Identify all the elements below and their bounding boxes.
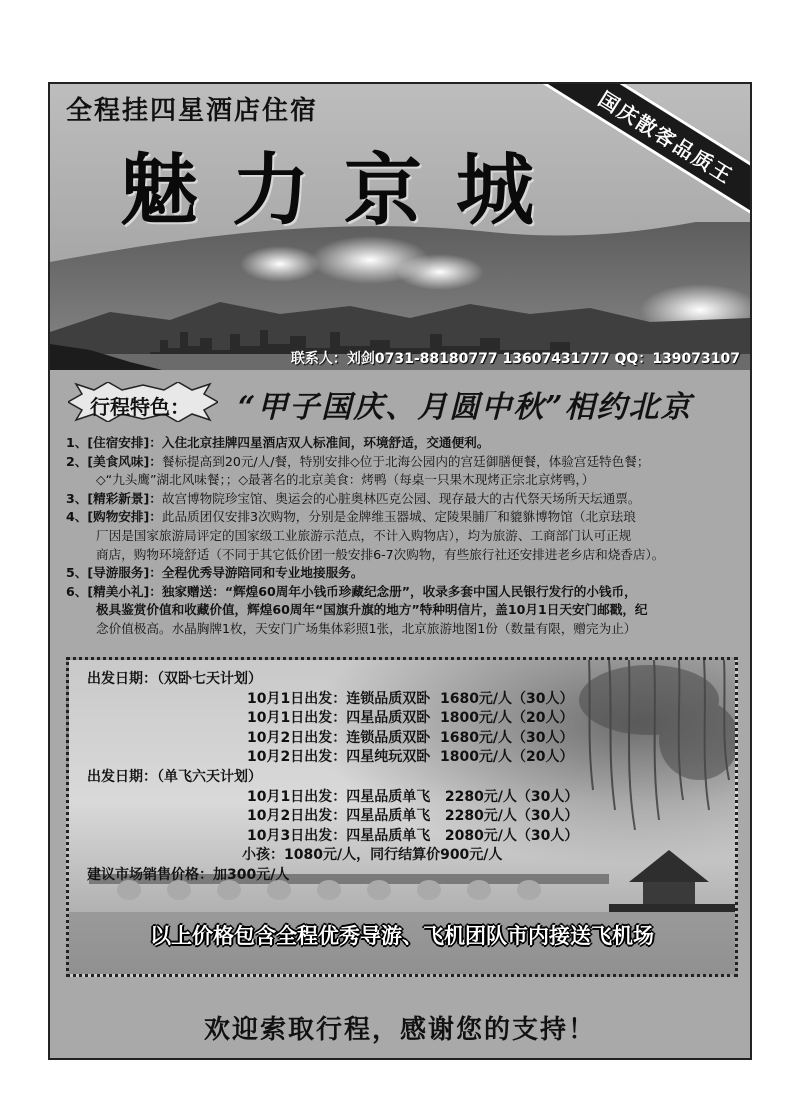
contact-info: 联系人：刘剑0731-88180777 13607431777 QQ：139073107 (290, 351, 740, 367)
item-tag: [精美小礼]： (87, 583, 162, 599)
plan-2-row: 10月2日出发：四星品质单飞 2280元/人（30人） (247, 808, 579, 825)
features-heading (68, 382, 738, 424)
plan-1-row: 10月1日出发：四星品质双卧 1800元/人（20人） (247, 710, 574, 727)
itinerary-line (66, 546, 742, 565)
item-number: 2、 (66, 453, 88, 469)
plan-2-row: 10月1日出发：四星品质单飞 2280元/人（30人） (247, 788, 579, 805)
market-price: 建议市场销售价格：加300元/人 (87, 866, 290, 883)
itinerary-item (66, 434, 742, 453)
item-text: 入住北京挂牌四星酒店双人标准间，环境舒适，交通便利。 (161, 435, 490, 450)
item-text: 独家赠送：“辉煌60周年小钱币珍藏纪念册”，收录多套中国人民银行发行的小钱币， (161, 583, 637, 599)
price-box (66, 657, 738, 977)
itinerary-line (66, 620, 742, 639)
item-tag: [精彩新景]： (87, 490, 162, 506)
item-number: 5、 (66, 565, 88, 581)
item-tag: [住宿安排]： (87, 435, 162, 450)
itinerary-list (66, 434, 742, 639)
itinerary-item (66, 453, 742, 490)
plan-1-row: 10月2日出发：四星纯玩双卧 1800元/人（20人） (247, 749, 574, 766)
item-text: 餐标提高到20元/人/餐，特别安排◇位于北海公园内的宫廷御膳便餐，体验宫廷特色餐； (161, 453, 650, 469)
header-title: 魅力京城 (120, 145, 569, 236)
itinerary-line (66, 564, 742, 583)
features-label: 行程特色： (90, 395, 190, 419)
item-text: 商店，购物环境舒适（不同于其它低价团一般安排6-7次购物，有些旅行社还安排进老乡店和烧香店）。 (96, 546, 665, 562)
itinerary-line (66, 601, 742, 620)
item-text: ◇“九头鹰”湖北风味餐；；◇最著名的北京美食：烤鸭（每桌一只果木现烤正宗北京烤鸭，） (96, 472, 595, 488)
item-text: 全程优秀导游陪同和专业地接服务。 (161, 565, 364, 581)
item-text: 厂因是国家旅游局评定的国家级工业旅游示范点，不计入购物店），均为旅游、工商部门认可正规 (96, 527, 632, 543)
item-tag: [美食风味]： (87, 453, 162, 469)
item-text: 此品质团仅安排3次购物，分别是金牌维玉器城、定陵果脯厂和貔貅博物馆（北京珐琅 (161, 509, 636, 525)
item-tag: [导游服务]： (87, 565, 162, 581)
plan-1-label: 出发日期：（双卧七天计划） (87, 671, 262, 687)
flyer-header (50, 84, 750, 370)
itinerary-line (66, 583, 742, 602)
flyer-sheet (48, 82, 752, 1060)
price-include-note: 以上价格包含全程优秀导游、飞机团队市内接送飞机场 (150, 924, 654, 948)
itinerary-line (66, 508, 742, 527)
itinerary-line (66, 471, 742, 490)
itinerary-line (66, 434, 742, 453)
corner-banner-text: 国庆散客品质王 (594, 86, 738, 189)
itinerary-line (66, 453, 742, 472)
itinerary-item (66, 508, 742, 564)
item-text: 极具鉴赏价值和收藏价值，辉煌60周年“国旗升旗的地方”特种明信片，盖10月1日天安门邮戳，纪 (96, 602, 648, 618)
item-text: 念价值极高。水晶胸牌1枚，天安门广场集体彩照1张，北京旅游地图1份（数量有限，赠完为止） (96, 620, 637, 636)
item-number: 6、 (66, 583, 88, 599)
plan-1-row: 10月1日出发：连锁品质双卧 1680元/人（30人） (247, 690, 574, 707)
header-subtitle: 全程挂四星酒店住宿 (66, 96, 319, 126)
itinerary-item (66, 583, 742, 639)
item-text: 故宫博物院珍宝馆、奥运会的心脏奥林匹克公园、现存最大的古代祭天场所天坛通票。 (161, 490, 641, 506)
itinerary-item (66, 564, 742, 583)
itinerary-line (66, 527, 742, 546)
features-slogan: “甲子国庆、月圆中秋”相约北京 (238, 390, 693, 425)
itinerary-line (66, 490, 742, 509)
itinerary-item (66, 490, 742, 509)
price-list (87, 670, 578, 886)
item-number: 1、 (66, 435, 88, 450)
item-number: 3、 (66, 490, 88, 506)
item-number: 4、 (66, 509, 88, 525)
plan-2-row: 10月3日出发：四星品质单飞 2080元/人（30人） (247, 827, 579, 844)
features-badge (68, 382, 218, 422)
plan-1-row: 10月2日出发：连锁品质双卧 1680元/人（30人） (247, 729, 574, 746)
kids-price: 小孩：1080元/人，同行结算价900元/人 (242, 847, 503, 864)
welcome-footer: 欢迎索取行程，感谢您的支持！ (203, 1015, 596, 1045)
item-tag: [购物安排]： (87, 509, 162, 525)
plan-2-label: 出发日期：（单飞六天计划） (87, 768, 262, 785)
